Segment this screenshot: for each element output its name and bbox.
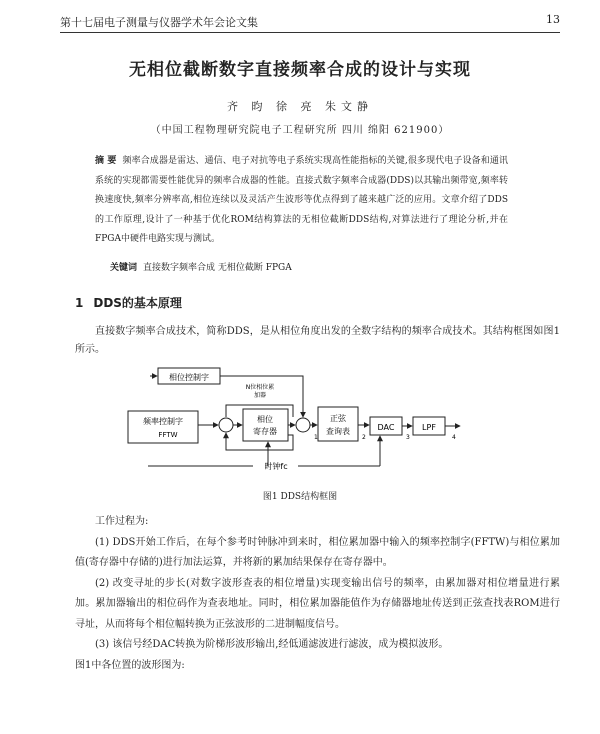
- dac-label: DAC: [377, 423, 395, 432]
- sine-label-line1: 正弦: [330, 414, 346, 423]
- running-title: 第十七届电子测量与仪器学术年会论文集: [60, 16, 258, 29]
- paper-title: 无相位截断数字直接频率合成的设计与实现: [129, 60, 471, 80]
- lpf-label: LPF: [422, 423, 436, 432]
- abstract: [95, 152, 508, 250]
- node-label-2: 2: [362, 434, 366, 441]
- authors: 齐 昀 徐 亮 朱文静: [227, 100, 373, 113]
- node-label-1: 1: [314, 434, 318, 441]
- section-heading: [75, 294, 182, 311]
- n-bit-label-line1: N位相位累: [245, 384, 275, 391]
- abstract-label: 摘 要: [95, 156, 117, 166]
- page-header: [60, 12, 560, 33]
- register-label-line1: 相位: [257, 415, 273, 424]
- clock-label: 时钟fc: [264, 462, 288, 471]
- keywords-label: 关键词: [110, 263, 138, 273]
- keywords-text: 直接数字频率合成 无相位截断 FPGA: [143, 263, 292, 273]
- affiliation: （中国工程物理研究院电子工程研究所 四川 绵阳 621900）: [150, 125, 450, 136]
- adder-2: [296, 418, 310, 432]
- adder-1: [219, 418, 233, 432]
- figure-caption: 图1 DDS结构框图: [262, 492, 338, 502]
- process-outro: 图1中各位置的波形图为:: [75, 659, 185, 671]
- section-number: 1: [75, 296, 84, 310]
- n-bit-label-line2: 加器: [253, 392, 267, 399]
- freq-control-label: 频率控制字: [143, 417, 183, 426]
- keywords: [110, 260, 292, 273]
- work-process: [75, 512, 560, 676]
- dds-block-diagram: [118, 365, 478, 475]
- register-label-line2: 寄存器: [253, 427, 277, 436]
- process-step-1: (1) DDS开始工作后，在每个参考时钟脉冲到来时，相位累加器中输入的频率控制字(FFTW)与相位累加值(寄存器中存储的)进行加法运算，并将新的累加结果保存在寄存器中。: [75, 536, 560, 568]
- phase-register-box: [243, 409, 288, 441]
- node-label-3: 3: [406, 434, 410, 441]
- process-intro: 工作过程为:: [95, 516, 149, 527]
- process-step-2: (2) 改变寻址的步长(对数字波形查表的相位增量)实现变输出信号的频率，由累加器对相位增量进行累加。累加器输出的相位码作为查表地址。同时，相位累加器能值作为存储器地址传送到正弦查找表ROM进行寻址，从而将每个相位幅转换为正弦波形的二进制幅度信号。: [75, 577, 560, 630]
- phase-control-label: 相位控制字: [169, 373, 209, 382]
- freq-control-symbol: FFTW: [158, 431, 178, 439]
- process-step-3: (3) 该信号经DAC转换为阶梯形波形输出,经低通滤波进行滤波，成为模拟波形。: [95, 639, 449, 650]
- node-label-4: 4: [452, 434, 456, 441]
- abstract-text: 频率合成器是雷达、通信、电子对抗等电子系统实现高性能指标的关键,很多现代电子设备和通讯系统的实现都需要性能优异的频率合成器的性能。直接式数字频率合成器(DDS)以其输出频带宽,频率转换速度快,频率分辨率高,相位连续以及灵活产生波形等优点得到了越来越广泛的应用。文章介绍了DDS的工作原理,设计了一种基于优化ROM结构算法的无相位截断DDS结构,对算法进行了理论分析,并在FPGA中硬件电路实现与测试。: [95, 156, 508, 244]
- section-title: DDS的基本原理: [93, 296, 182, 310]
- page-number: 13: [546, 13, 560, 26]
- intro-paragraph: 直接数字频率合成技术，简称DDS，是从相位角度出发的全数字结构的频率合成技术。其结构框图如图1所示。: [75, 326, 560, 355]
- sine-label-line2: 查询表: [326, 427, 350, 436]
